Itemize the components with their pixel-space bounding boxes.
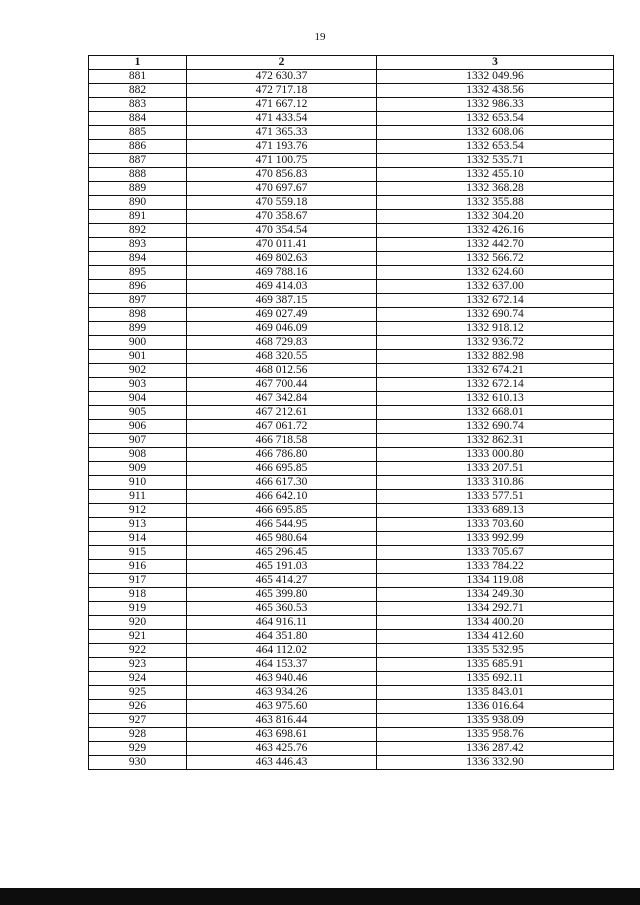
y-coordinate-cell: 1334 400.20 [377,616,614,630]
table-row [89,546,614,560]
x-coordinate-cell: 465 399.80 [187,588,377,602]
table-row [89,742,614,756]
x-coordinate-cell: 470 358.67 [187,210,377,224]
point-number-cell: 909 [89,462,187,476]
y-coordinate-cell: 1332 918.12 [377,322,614,336]
point-number-cell: 888 [89,168,187,182]
x-coordinate-cell: 468 320.55 [187,350,377,364]
point-number-cell: 929 [89,742,187,756]
point-number-cell: 894 [89,252,187,266]
x-coordinate-cell: 466 544.95 [187,518,377,532]
table-row [89,476,614,490]
point-number-cell: 912 [89,504,187,518]
point-number-cell: 889 [89,182,187,196]
point-number-cell: 919 [89,602,187,616]
y-coordinate-cell: 1335 532.95 [377,644,614,658]
y-coordinate-cell: 1332 535.71 [377,154,614,168]
point-number-cell: 904 [89,392,187,406]
table-row [89,560,614,574]
table-row [89,112,614,126]
point-number-cell: 903 [89,378,187,392]
bottom-scan-bar [0,888,640,905]
point-number-cell: 908 [89,448,187,462]
point-number-cell: 924 [89,672,187,686]
point-number-cell: 899 [89,322,187,336]
x-coordinate-cell: 469 387.15 [187,294,377,308]
x-coordinate-cell: 471 193.76 [187,140,377,154]
table-header-row [89,56,614,70]
point-number-cell: 914 [89,532,187,546]
point-number-cell: 917 [89,574,187,588]
x-coordinate-cell: 464 153.37 [187,658,377,672]
point-number-cell: 930 [89,756,187,770]
point-number-cell: 887 [89,154,187,168]
x-coordinate-cell: 465 980.64 [187,532,377,546]
x-coordinate-cell: 465 191.03 [187,560,377,574]
y-coordinate-cell: 1332 368.28 [377,182,614,196]
table-row [89,308,614,322]
y-coordinate-cell: 1332 637.00 [377,280,614,294]
table-row [89,364,614,378]
y-coordinate-cell: 1335 685.91 [377,658,614,672]
x-coordinate-cell: 463 698.61 [187,728,377,742]
table-row [89,448,614,462]
table-row [89,84,614,98]
y-coordinate-cell: 1332 049.96 [377,70,614,84]
column-header-3: 3 [377,56,614,70]
table-row [89,532,614,546]
x-coordinate-cell: 469 788.16 [187,266,377,280]
table-row [89,126,614,140]
y-coordinate-cell: 1334 249.30 [377,588,614,602]
x-coordinate-cell: 470 354.54 [187,224,377,238]
y-coordinate-cell: 1334 119.08 [377,574,614,588]
x-coordinate-cell: 470 011.41 [187,238,377,252]
x-coordinate-cell: 467 700.44 [187,378,377,392]
x-coordinate-cell: 466 695.85 [187,462,377,476]
table-row [89,658,614,672]
y-coordinate-cell: 1332 455.10 [377,168,614,182]
point-number-cell: 910 [89,476,187,490]
point-number-cell: 892 [89,224,187,238]
x-coordinate-cell: 463 934.26 [187,686,377,700]
point-number-cell: 915 [89,546,187,560]
x-coordinate-cell: 472 717.18 [187,84,377,98]
table-row [89,518,614,532]
column-header-1: 1 [89,56,187,70]
y-coordinate-cell: 1333 000.80 [377,448,614,462]
point-number-cell: 890 [89,196,187,210]
table-row [89,98,614,112]
x-coordinate-cell: 465 414.27 [187,574,377,588]
x-coordinate-cell: 471 100.75 [187,154,377,168]
table-row [89,322,614,336]
table-row [89,630,614,644]
y-coordinate-cell: 1332 610.13 [377,392,614,406]
table-row [89,196,614,210]
x-coordinate-cell: 470 697.67 [187,182,377,196]
point-number-cell: 913 [89,518,187,532]
point-number-cell: 907 [89,434,187,448]
point-number-cell: 896 [89,280,187,294]
table-row [89,280,614,294]
y-coordinate-cell: 1332 566.72 [377,252,614,266]
y-coordinate-cell: 1333 703.60 [377,518,614,532]
y-coordinate-cell: 1333 705.67 [377,546,614,560]
x-coordinate-cell: 467 342.84 [187,392,377,406]
point-number-cell: 926 [89,700,187,714]
table-row [89,336,614,350]
table-row [89,616,614,630]
point-number-cell: 886 [89,140,187,154]
table-row [89,728,614,742]
point-number-cell: 927 [89,714,187,728]
x-coordinate-cell: 471 433.54 [187,112,377,126]
point-number-cell: 923 [89,658,187,672]
y-coordinate-cell: 1332 668.01 [377,406,614,420]
y-coordinate-cell: 1332 882.98 [377,350,614,364]
table-row [89,168,614,182]
table-row [89,686,614,700]
y-coordinate-cell: 1333 992.99 [377,532,614,546]
y-coordinate-cell: 1332 608.06 [377,126,614,140]
y-coordinate-cell: 1332 674.21 [377,364,614,378]
point-number-cell: 883 [89,98,187,112]
point-number-cell: 902 [89,364,187,378]
y-coordinate-cell: 1332 672.14 [377,378,614,392]
y-coordinate-cell: 1336 016.64 [377,700,614,714]
table-row [89,504,614,518]
point-number-cell: 920 [89,616,187,630]
y-coordinate-cell: 1332 690.74 [377,308,614,322]
y-coordinate-cell: 1332 438.56 [377,84,614,98]
y-coordinate-cell: 1336 332.90 [377,756,614,770]
table-row [89,350,614,364]
x-coordinate-cell: 471 667.12 [187,98,377,112]
table-row [89,644,614,658]
point-number-cell: 891 [89,210,187,224]
y-coordinate-cell: 1333 689.13 [377,504,614,518]
point-number-cell: 895 [89,266,187,280]
table-row [89,182,614,196]
point-number-cell: 882 [89,84,187,98]
table-row [89,672,614,686]
table-body [89,70,614,770]
x-coordinate-cell: 463 816.44 [187,714,377,728]
page-number: 19 [314,31,326,43]
point-number-cell: 884 [89,112,187,126]
x-coordinate-cell: 469 802.63 [187,252,377,266]
table-row [89,252,614,266]
y-coordinate-cell: 1332 936.72 [377,336,614,350]
table-row [89,70,614,84]
y-coordinate-cell: 1332 653.54 [377,112,614,126]
table-row [89,378,614,392]
x-coordinate-cell: 471 365.33 [187,126,377,140]
y-coordinate-cell: 1332 653.54 [377,140,614,154]
x-coordinate-cell: 464 112.02 [187,644,377,658]
table-row [89,238,614,252]
x-coordinate-cell: 466 695.85 [187,504,377,518]
table-row [89,420,614,434]
x-coordinate-cell: 468 729.83 [187,336,377,350]
table-row [89,490,614,504]
y-coordinate-cell: 1334 292.71 [377,602,614,616]
x-coordinate-cell: 469 027.49 [187,308,377,322]
y-coordinate-cell: 1335 843.01 [377,686,614,700]
point-number-cell: 885 [89,126,187,140]
point-number-cell: 897 [89,294,187,308]
table-row [89,224,614,238]
x-coordinate-cell: 466 642.10 [187,490,377,504]
y-coordinate-cell: 1332 862.31 [377,434,614,448]
table-row [89,392,614,406]
x-coordinate-cell: 466 786.80 [187,448,377,462]
table-row [89,406,614,420]
y-coordinate-cell: 1332 986.33 [377,98,614,112]
x-coordinate-cell: 472 630.37 [187,70,377,84]
table-row [89,154,614,168]
point-number-cell: 928 [89,728,187,742]
table-row [89,574,614,588]
y-coordinate-cell: 1336 287.42 [377,742,614,756]
point-number-cell: 901 [89,350,187,364]
x-coordinate-cell: 464 916.11 [187,616,377,630]
table-row [89,462,614,476]
x-coordinate-cell: 466 718.58 [187,434,377,448]
x-coordinate-cell: 466 617.30 [187,476,377,490]
x-coordinate-cell: 469 046.09 [187,322,377,336]
table-row [89,714,614,728]
point-number-cell: 925 [89,686,187,700]
point-number-cell: 916 [89,560,187,574]
point-number-cell: 922 [89,644,187,658]
point-number-cell: 898 [89,308,187,322]
x-coordinate-cell: 463 940.46 [187,672,377,686]
x-coordinate-cell: 468 012.56 [187,364,377,378]
point-number-cell: 900 [89,336,187,350]
point-number-cell: 906 [89,420,187,434]
x-coordinate-cell: 465 296.45 [187,546,377,560]
y-coordinate-cell: 1335 692.11 [377,672,614,686]
x-coordinate-cell: 470 856.83 [187,168,377,182]
y-coordinate-cell: 1333 207.51 [377,462,614,476]
y-coordinate-cell: 1332 442.70 [377,238,614,252]
table-row [89,266,614,280]
x-coordinate-cell: 463 425.76 [187,742,377,756]
x-coordinate-cell: 463 975.60 [187,700,377,714]
table-row [89,434,614,448]
table-row [89,210,614,224]
point-number-cell: 918 [89,588,187,602]
y-coordinate-cell: 1332 624.60 [377,266,614,280]
y-coordinate-cell: 1332 690.74 [377,420,614,434]
column-header-2: 2 [187,56,377,70]
coordinates-table [88,55,614,770]
y-coordinate-cell: 1332 672.14 [377,294,614,308]
point-number-cell: 921 [89,630,187,644]
table-row [89,700,614,714]
y-coordinate-cell: 1335 958.76 [377,728,614,742]
x-coordinate-cell: 469 414.03 [187,280,377,294]
y-coordinate-cell: 1334 412.60 [377,630,614,644]
y-coordinate-cell: 1333 310.86 [377,476,614,490]
x-coordinate-cell: 470 559.18 [187,196,377,210]
y-coordinate-cell: 1335 938.09 [377,714,614,728]
table-row [89,140,614,154]
table-row [89,602,614,616]
x-coordinate-cell: 467 212.61 [187,406,377,420]
point-number-cell: 905 [89,406,187,420]
point-number-cell: 893 [89,238,187,252]
x-coordinate-cell: 464 351.80 [187,630,377,644]
point-number-cell: 911 [89,490,187,504]
x-coordinate-cell: 467 061.72 [187,420,377,434]
x-coordinate-cell: 463 446.43 [187,756,377,770]
y-coordinate-cell: 1332 426.16 [377,224,614,238]
table-row [89,294,614,308]
y-coordinate-cell: 1332 355.88 [377,196,614,210]
table-row [89,588,614,602]
y-coordinate-cell: 1332 304.20 [377,210,614,224]
table-row [89,756,614,770]
y-coordinate-cell: 1333 577.51 [377,490,614,504]
x-coordinate-cell: 465 360.53 [187,602,377,616]
point-number-cell: 881 [89,70,187,84]
y-coordinate-cell: 1333 784.22 [377,560,614,574]
